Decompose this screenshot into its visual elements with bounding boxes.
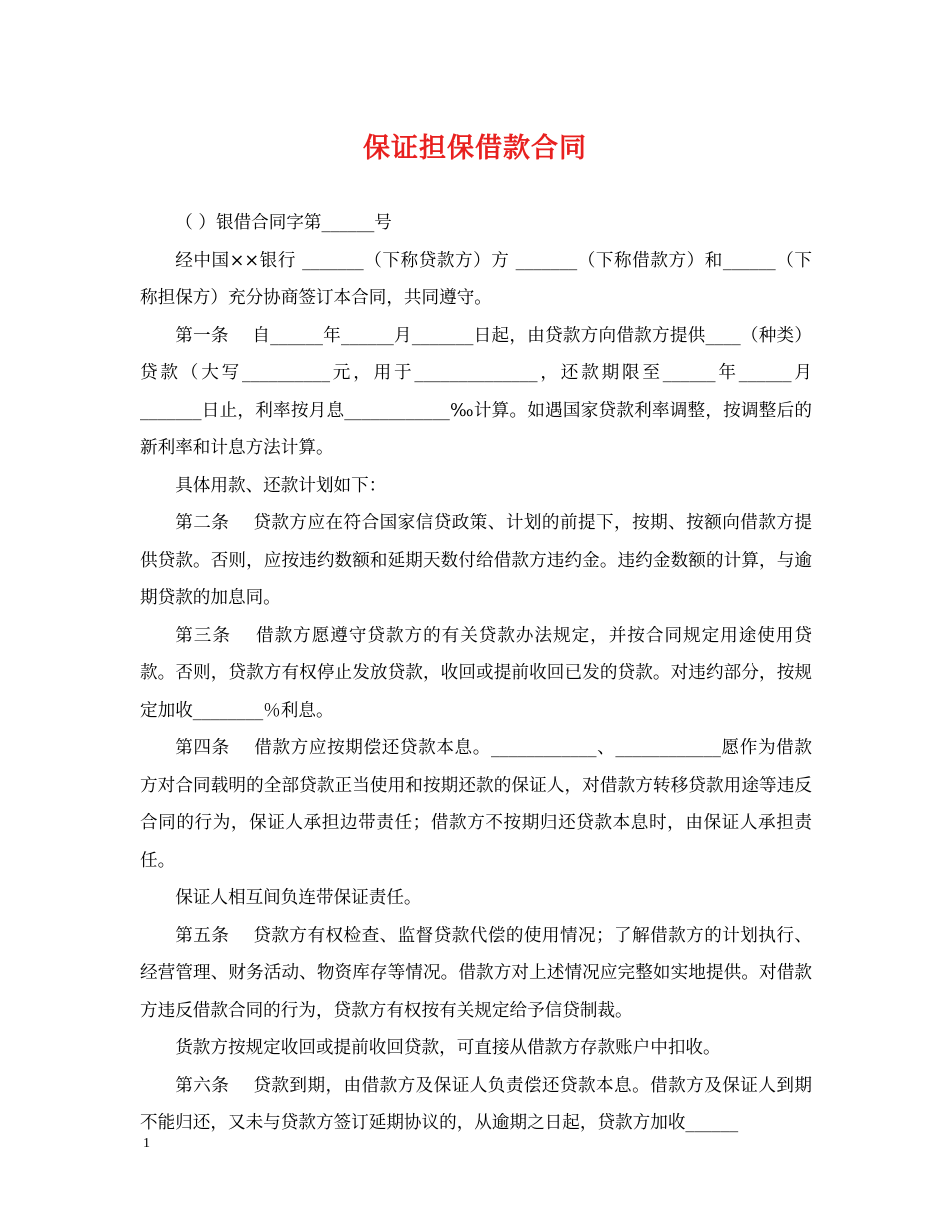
article-1-paragraph: 第一条 自______年______月_______日起，由贷款方向借款方提供____（种类）贷款（大写__________元，用于______________，还款期限至______年______月_______日止，利率按月息____________‰计算。如遇国家贷款利率调整，按调整后的新利率和计息方法计算。 (140, 325, 812, 458)
document-body (140, 205, 812, 1143)
article-2-paragraph: 第二条 贷款方应在符合国家信贷政策、计划的前提下，按期、按额向借款方提供贷款。否则，应按违约数额和延期天数付给借款方违约金。违约金数额的计算，与逾期贷款的加息同。 (140, 513, 812, 608)
article-5-paragraph: 第五条 贷款方有权检查、监督贷款代偿的使用情况；了解借款方的计划执行、经营管理、财务活动、物资库存等情况。借款方对上述情况应完整如实地提供。对借款方违反借款合同的行为，贷款方有权按有关规定给予信贷制裁。 (140, 925, 812, 1021)
collection-paragraph: 货款方按规定收回或提前收回贷款，可直接从借款方存款账户中扣收。 (175, 1038, 721, 1058)
page-number: 1 (143, 1136, 150, 1151)
article-6-paragraph: 第六条 贷款到期，由借款方及保证人负责偿还贷款本息。借款方及保证人到期不能归还，又未与贷款方签订延期协议的，从逾期之日起，贷款方加收______ (140, 1075, 812, 1133)
guarantor-liability-paragraph: 保证人相互间负连带保证责任。 (175, 888, 422, 908)
article-4-paragraph: 第四条 借款方应按期偿还贷款本息。____________、____________愿作为借款方对合同载明的全部贷款正当使用和按期还款的保证人，对借款方转移贷款用途等违反合同的行为，保证人承担边带责任；借款方不按期归还贷款本息时，由保证人承担责任。 (140, 738, 812, 871)
contract-number-line: （ ）银借合同字第______号 (175, 213, 392, 233)
repayment-plan-paragraph: 具体用款、还款计划如下： (175, 475, 387, 496)
preamble-paragraph: 经中国××银行 _______（下称贷款方）方 _______（下称借款方）和______（下称担保方）充分协商签订本合同，共同遵守。 (140, 250, 812, 308)
article-3-paragraph: 第三条 借款方愿遵守贷款方的有关贷款办法规定，并按合同规定用途使用贷款。否则，贷款方有权停止发放贷款，收回或提前收回已发的贷款。对违约部分，按规定加收________％利息。 (140, 625, 812, 721)
document-title: 保证担保借款合同 (363, 133, 587, 164)
